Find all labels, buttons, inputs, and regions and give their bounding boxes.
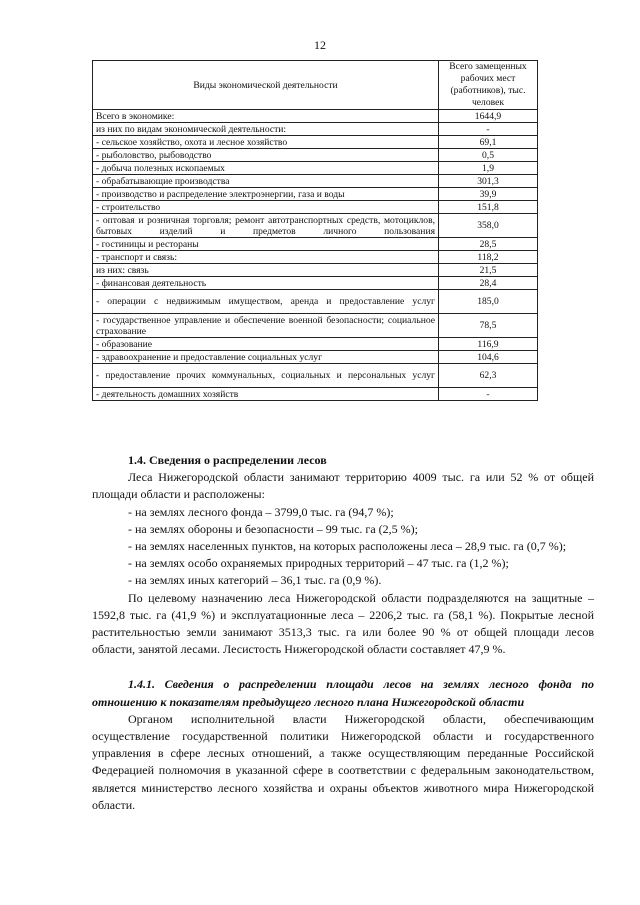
- row-value: 28,4: [439, 277, 538, 290]
- row-value: 104,6: [439, 351, 538, 364]
- table-row: [93, 351, 538, 364]
- row-value: -: [439, 123, 538, 136]
- table-header-activity: Виды экономической деятельности: [93, 61, 439, 110]
- table-row: [93, 338, 538, 351]
- row-label: - обрабатывающие производства: [93, 175, 439, 188]
- section-heading-1-4: 1.4. Сведения о распределении лесов: [128, 453, 327, 467]
- row-value: 1644,9: [439, 110, 538, 123]
- row-label: - оптовая и розничная торговля; ремонт автотранспортных средств, мотоциклов, бытовых изделий и предметов личного пользования: [93, 214, 439, 238]
- page-number: 12: [314, 38, 326, 52]
- table-row: [93, 188, 538, 201]
- table-row: [93, 162, 538, 175]
- table-row: [93, 123, 538, 136]
- row-label: - рыболовство, рыбоводство: [93, 149, 439, 162]
- row-value: 39,9: [439, 188, 538, 201]
- row-value: 118,2: [439, 251, 538, 264]
- table-row: [93, 238, 538, 251]
- document-body: [92, 452, 594, 814]
- row-label: - операции с недвижимым имуществом, аренда и предоставление услуг: [93, 290, 439, 314]
- list-item: - на землях лесного фонда – 3799,0 тыс. га (94,7 %);: [128, 504, 394, 519]
- row-value: 116,9: [439, 338, 538, 351]
- row-label: - производство и распределение электроэнергии, газа и воды: [93, 188, 439, 201]
- row-value: 69,1: [439, 136, 538, 149]
- row-label: - предоставление прочих коммунальных, социальных и персональных услуг: [93, 364, 439, 388]
- row-label: - гостиницы и рестораны: [93, 238, 439, 251]
- table-row: [93, 388, 538, 401]
- row-value: 151,8: [439, 201, 538, 214]
- row-label: - деятельность домашних хозяйств: [93, 388, 439, 401]
- table-row: [93, 214, 538, 238]
- table-row: [93, 149, 538, 162]
- row-label: - добыча полезных ископаемых: [93, 162, 439, 175]
- table-row: [93, 136, 538, 149]
- section-heading-1-4-1: 1.4.1. Сведения о распределении площади лесов на землях лесного фонда по отношению к показателям предыдущего лесного плана Нижегородской области: [92, 677, 594, 709]
- table-row: [93, 290, 538, 314]
- section-intro: Леса Нижегородской области занимают территорию 4009 тыс. га или 52 % от общей площади области и расположены:: [92, 470, 594, 502]
- row-label: Всего в экономике:: [93, 110, 439, 123]
- list-item: - на землях населенных пунктов, на которых расположены леса – 28,9 тыс. га (0,7 %);: [128, 539, 567, 554]
- section-paragraph: Органом исполнительной власти Нижегородской области, обеспечивающим осуществление государственной политики Нижегородской области и государственного управления в сфере лесных отношений, а также осуществляющим переданные Российской Федерацией полномочия в указанной сфере в соответствии с федеральным законодательством, является министерство лесного хозяйства и охраны объектов животного мира Нижегородской области.: [92, 711, 594, 812]
- row-value: 28,5: [439, 238, 538, 251]
- section-paragraph: По целевому назначению леса Нижегородской области подразделяются на защитные – 1592,8 тыс. га (41,9 %) и эксплуатационные леса – 2206,2 тыс. га (58,1 %). Покрытые лесной растительностью земли занимают 3513,3 тыс. га или более 90 % от общей площади лесов области, занятой лесами. Лесистость Нижегородской области составляет 47,9 %.: [92, 590, 594, 657]
- list-item: - на землях особо охраняемых природных территорий – 47 тыс. га (1,2 %);: [128, 556, 509, 571]
- row-value: 0,5: [439, 149, 538, 162]
- table-row: [93, 175, 538, 188]
- row-value: 78,5: [439, 314, 538, 338]
- row-value: 21,5: [439, 264, 538, 277]
- row-value: 1,9: [439, 162, 538, 175]
- row-value: 62,3: [439, 364, 538, 388]
- row-label: - строительство: [93, 201, 439, 214]
- row-label: - финансовая деятельность: [93, 277, 439, 290]
- row-label: - государственное управление и обеспечение военной безопасности; социальное страхование: [93, 314, 439, 338]
- employment-table: [92, 60, 538, 401]
- table-row: [93, 264, 538, 277]
- table-row: [93, 251, 538, 264]
- row-label: из них по видам экономической деятельности:: [93, 123, 439, 136]
- table-header-workers: Всего замещенных рабочих мест (работников), тыс. человек: [439, 61, 538, 110]
- table-row: [93, 110, 538, 123]
- row-value: 185,0: [439, 290, 538, 314]
- row-label: - сельское хозяйство, охота и лесное хозяйство: [93, 136, 439, 149]
- list-item: - на землях обороны и безопасности – 99 тыс. га (2,5 %);: [128, 521, 419, 536]
- list-item: - на землях иных категорий – 36,1 тыс. га (0,9 %).: [128, 573, 382, 588]
- table-row: [93, 201, 538, 214]
- table-row: [93, 277, 538, 290]
- table-row: [93, 364, 538, 388]
- row-label: - здравоохранение и предоставление социальных услуг: [93, 351, 439, 364]
- table-row: [93, 314, 538, 338]
- row-value: -: [439, 388, 538, 401]
- row-label: - образование: [93, 338, 439, 351]
- row-value: 301,3: [439, 175, 538, 188]
- row-label: - транспорт и связь:: [93, 251, 439, 264]
- row-value: 358,0: [439, 214, 538, 238]
- row-label: из них: связь: [93, 264, 439, 277]
